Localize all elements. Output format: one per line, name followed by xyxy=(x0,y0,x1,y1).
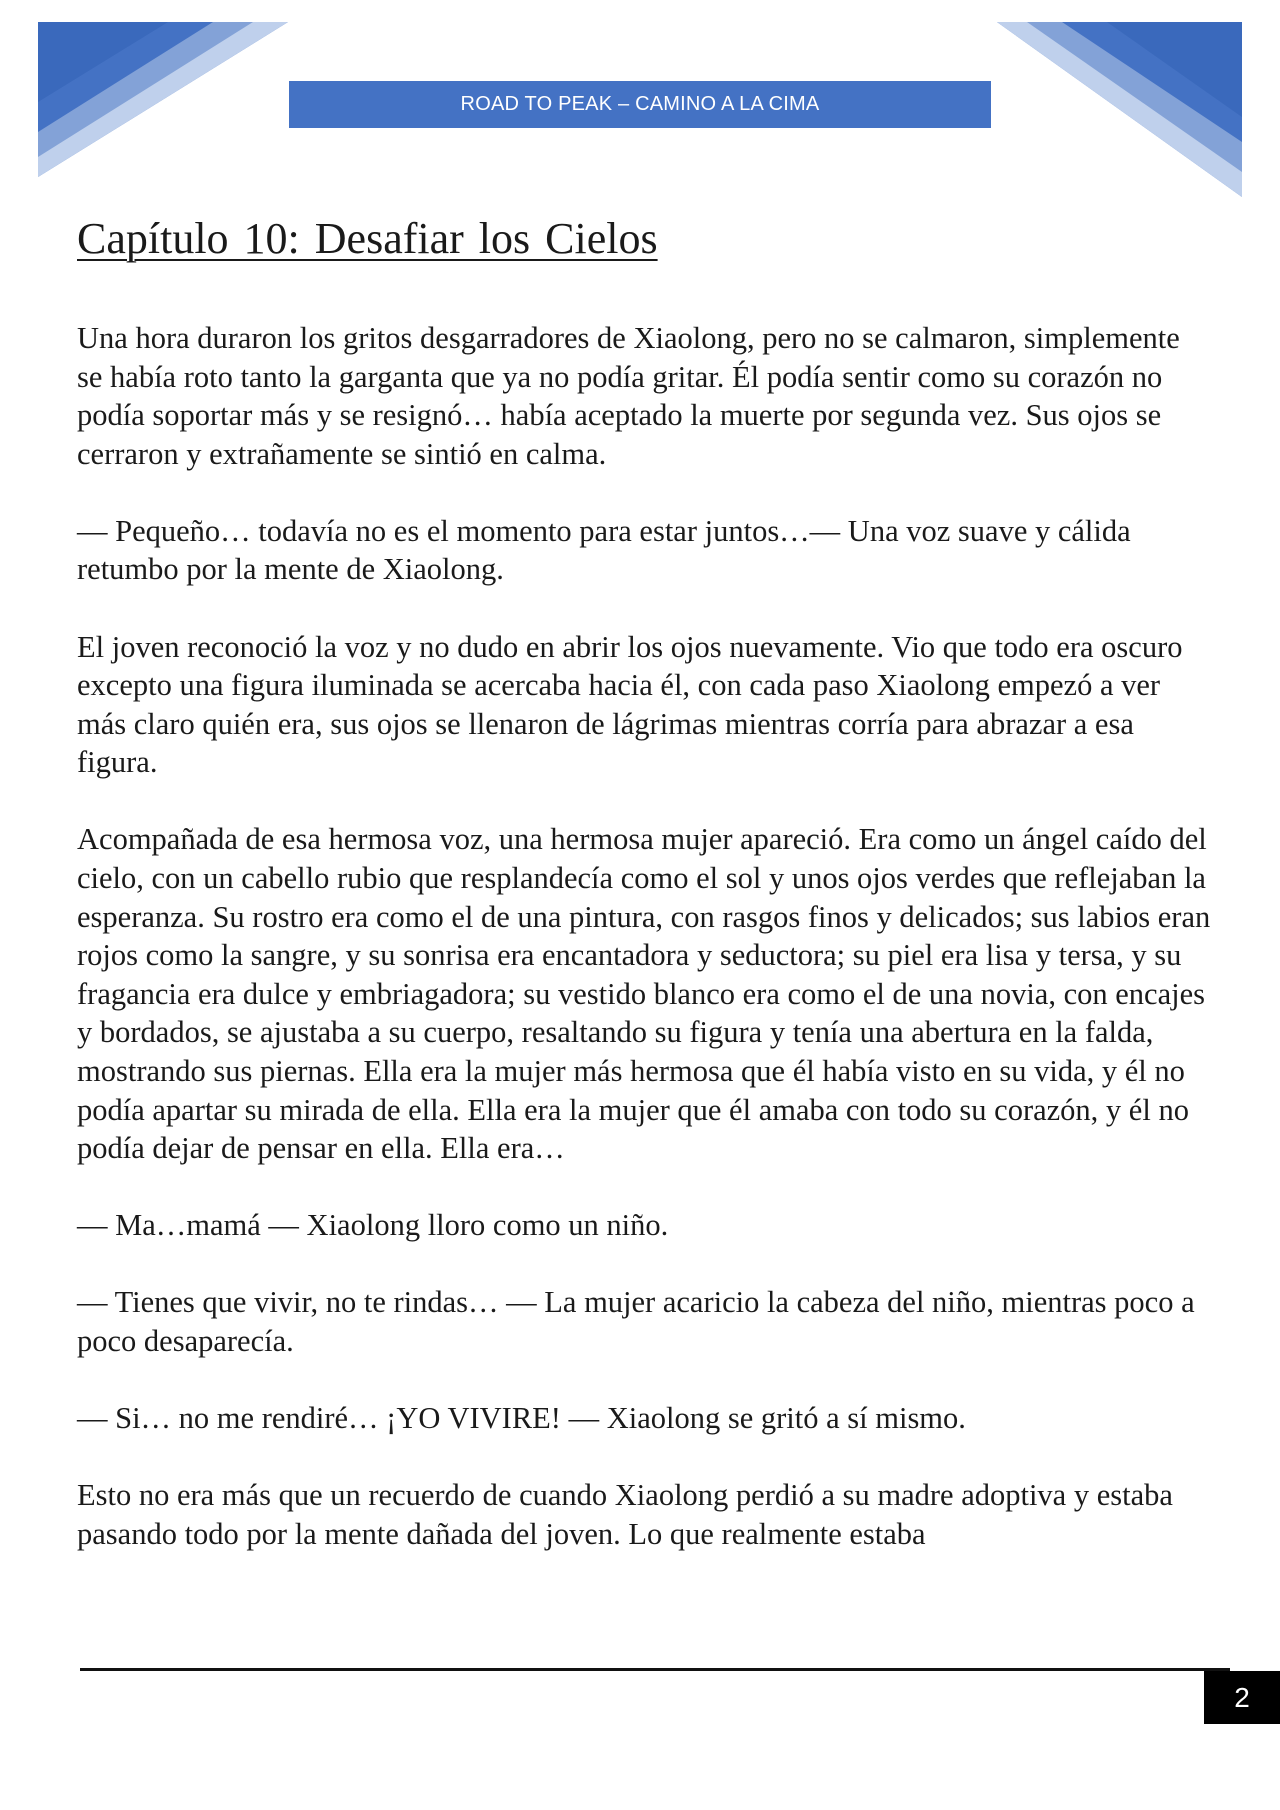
paragraph: — Tienes que vivir, no te rindas… — La mujer acaricio la cabeza del niño, mientras poco a poco desaparecía. xyxy=(77,1285,1195,1358)
corner-decoration-left xyxy=(38,22,288,177)
paragraph: Una hora duraron los gritos desgarradores de Xiaolong, pero no se calmaron, simplemente se había roto tanto la garganta que ya no podía gritar. Él podía sentir como su corazón no podía soportar más y se resignó… había aceptado la muerte por segunda vez. Sus ojos se cerraron y extrañamente se sintió en calma. xyxy=(77,321,1180,471)
header-banner: ROAD TO PEAK – CAMINO A LA CIMA xyxy=(289,81,991,128)
corner-decoration-right xyxy=(997,22,1242,197)
paragraph: — Pequeño… todavía no es el momento para estar juntos…— Una voz suave y cálida retumbo por la mente de Xiaolong. xyxy=(77,513,1131,587)
page-number: 2 xyxy=(1204,1671,1280,1724)
paragraph: Esto no era más que un recuerdo de cuando Xiaolong perdió a su madre adoptiva y estaba pasando todo por la mente dañada del joven. Lo que realmente estaba xyxy=(77,1478,1173,1551)
paragraph: Acompañada de esa hermosa voz, una hermosa mujer apareció. Era como un ángel caído del cielo, con un cabello rubio que resplandecía como el sol y unos ojos verdes que reflejaban la esperanza. Su rostro era como el de una pintura, con rasgos finos y delicados; sus labios eran rojos como la sangre, y su sonrisa era encantadora y seductora; su piel era lisa y tersa, y su fragancia era dulce y embriagadora; su vestido blanco era como el de una novia, con encajes y bordados, se ajustaba a su cuerpo, resaltando su figura y tenía una abertura en la falda, mostrando sus piernas. Ella era la mujer más hermosa que él había visto en su vida, y él no podía apartar su mirada de ella. Ella era la mujer que él amaba con todo su corazón, y él no podía dejar de pensar en ella. Ella era… xyxy=(77,822,1211,1166)
paragraph: — Si… no me rendiré… ¡YO VIVIRE! — Xiaolong se gritó a sí mismo. xyxy=(77,1401,966,1436)
footer-divider xyxy=(80,1668,1230,1671)
paragraph: El joven reconoció la voz y no dudo en abrir los ojos nuevamente. Vio que todo era oscuro excepto una figura iluminada se acercaba hacia él, con cada paso Xiaolong empezó a ver más claro quién era, sus ojos se llenaron de lágrimas mientras corría para abrazar a esa figura. xyxy=(77,629,1183,780)
paragraph: — Ma…mamá — Xiaolong lloro como un niño. xyxy=(77,1208,669,1243)
chapter-title: Capítulo 10: Desafiar los Cielos xyxy=(77,214,658,263)
chapter-body xyxy=(77,319,1212,1553)
